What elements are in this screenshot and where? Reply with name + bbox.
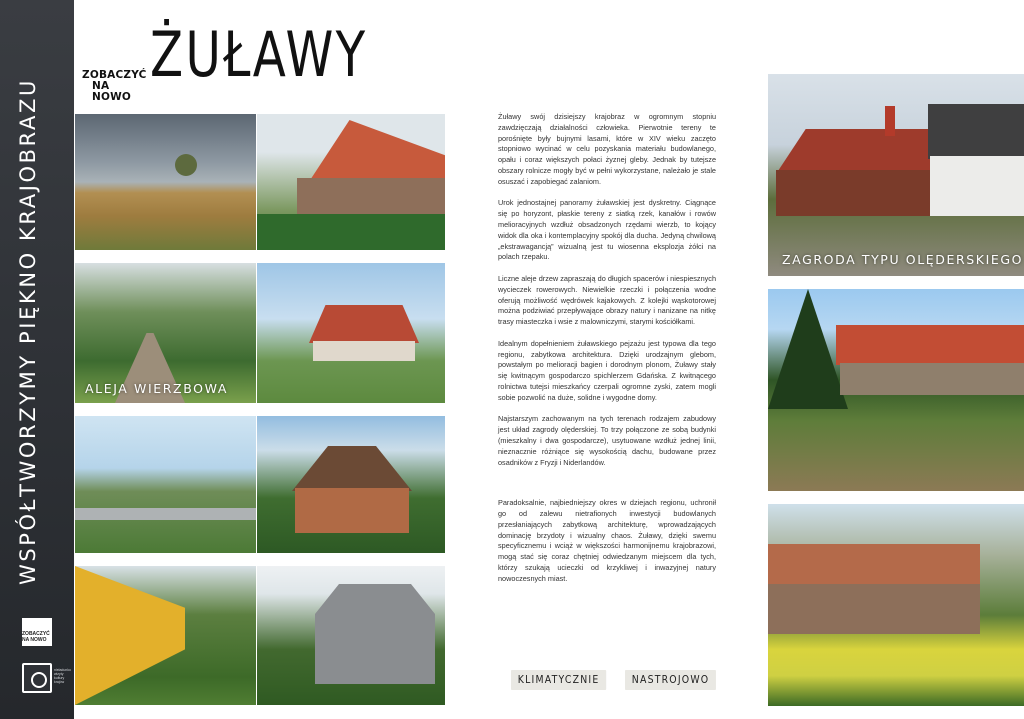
photo-shape-roof (836, 325, 1024, 365)
article-paragraph: Najstarszym zachowanym na tych terenach rodzajem zabudowy jest układ zagrody olęderskiej. To trzy połączone ze sobą budynki (mieszkalny i dwa gospodarcze), usytuowane wzdłuż jednej linii, nieznacznie różniące się wysokością dachu, budowane przez osadników z Fryzji i Niderlandów. (498, 414, 716, 467)
article-paragraph: Liczne aleje drzew zapraszają do długich spacerów i niespiesznych wycieczek rowerowych. Niewielkie rzeczki i połączenia wodne oferują możliwość wędrówek kajakowych. Z kolejki wąskotorowej można podziwiać przepływające obrazy natury i nanizane na nitkę trasy miasteczka i wsie z malowniczymi, starymi kościółkami. (498, 273, 716, 327)
photo-red-roof-house (257, 114, 445, 250)
band-badge-text: nieładunko wizyty kultury krajów (54, 668, 71, 684)
tag-nastrojowo: NASTROJOWO (625, 670, 716, 690)
article-paragraph: Urok jednostajnej panoramy żuławskiej jest dyskretny. Ciągnące się po horyzont, płaskie tereny z siatką rzek, kanałów i rowów melioracyjnych wzdłuż obsadzonych rzędami wierzb, to kojący widok dla oka i kontemplacyjny spokój dla ducha. Jedyną chwilową „ekstrawagancją” wizualną jest tu wiosenna eksplozja żółci na polach rzepaku. (498, 198, 716, 262)
brand-logo (82, 69, 147, 103)
photo-shape-hedge (257, 214, 445, 250)
photo-willow-avenue (75, 263, 256, 403)
photo-shape-roof (768, 544, 980, 586)
photo-field-sky (75, 114, 256, 250)
photo-rapeseed-field (768, 504, 1024, 706)
photo-caption-avenue: ALEJA WIERZBOWA (85, 381, 229, 396)
photo-shape-wall (313, 341, 415, 361)
photo-long-farm-building (768, 289, 1024, 491)
brand-logo-line2: NA NOWO (92, 80, 132, 103)
photo-farmhouse-meadow (257, 263, 445, 403)
photo-brick-house (257, 416, 445, 553)
band-badge-icon (22, 663, 52, 693)
brand-logo-line1: ZOBACZYĆ (82, 69, 147, 81)
photo-shape-train (75, 566, 185, 705)
photo-shape-guardrail (75, 508, 256, 520)
photo-caption-farmstead: ZAGRODA TYPU OLĘDERSKIEGO (782, 252, 1024, 267)
photo-shape-house (315, 584, 435, 684)
article-paragraph: Żuławy swój dzisiejszy krajobraz w ogromnym stopniu zawdzięczają działalności człowieka. Pierwotnie tereny te porośnięte były bujnymi lasami, które w XIV wieku zaczęto stopniowo wycinać w celu pozyskania materiału budowlanego, opału i coraz większych połaci żyznej gleby. Jednak by tutejsze obszary rolnicze mogły być w pełni wykorzystane, należało je stale osuszać i zapobiegać zalaniom. (498, 112, 716, 186)
photo-oleder-farmstead (768, 74, 1024, 276)
side-band (0, 0, 74, 719)
photo-shape-roof (776, 129, 941, 174)
photo-shape-wall (768, 584, 980, 634)
band-title: WSPÓŁTWORZYMY PIĘKNO KRAJOBRAZU (16, 78, 40, 585)
photo-shape-chimney (885, 106, 895, 136)
article-body (498, 112, 716, 595)
photo-narrow-gauge-train (75, 566, 256, 705)
photo-shape-wall (295, 488, 409, 533)
tag-klimatycznie: KLIMATYCZNIE (511, 670, 606, 690)
photo-arcade-house (257, 566, 445, 705)
photo-shape-roof (928, 104, 1024, 159)
photo-shape-wall (930, 156, 1024, 216)
photo-river-landscape (75, 416, 256, 553)
page-title: ŻUŁAWY (150, 18, 368, 91)
photo-shape-wall (776, 170, 941, 216)
photo-shape-wall (840, 363, 1024, 395)
band-logo: ZOBACZYĆ NA NOWO (22, 618, 52, 646)
photo-shape-roof (309, 305, 419, 343)
article-paragraph: Paradoksalnie, najbiedniejszy okres w dziejach regionu, uchronił go od zalewu nietrafionych inwestycji budowlanych przesłaniających zabytkową architekturę, wprowadzających dominację brzydoty i wizualny chaos. Żuławy, dzięki swemu specyficznemu i wciąż w większości harmonijnemu krajobrazowi, mogą stać się coraz chętniej odwiedzanym miejscem dla tych, którzy szukają ucieczki od krzykliwej i inwazyjnej natury nowoczesnych miast. (498, 498, 716, 583)
article-paragraph: Idealnym dopełnieniem żuławskiego pejzażu jest typowa dla tego regionu, zabytkowa architektura. Dzięki urodzajnym glebom, powstałym po melioracji bagien i dorodnym plonom, Żuławy stały się kwitnącym gospodarczo spichlerzem Gdańska. Z kwitnącego rolnictwa tutejsi mieszkańcy czerpali ogromne zyski, zatem mogli sobie pozwolić na duże, solidne i wygodne domy. (498, 338, 716, 402)
photo-shape-roof (292, 446, 412, 491)
